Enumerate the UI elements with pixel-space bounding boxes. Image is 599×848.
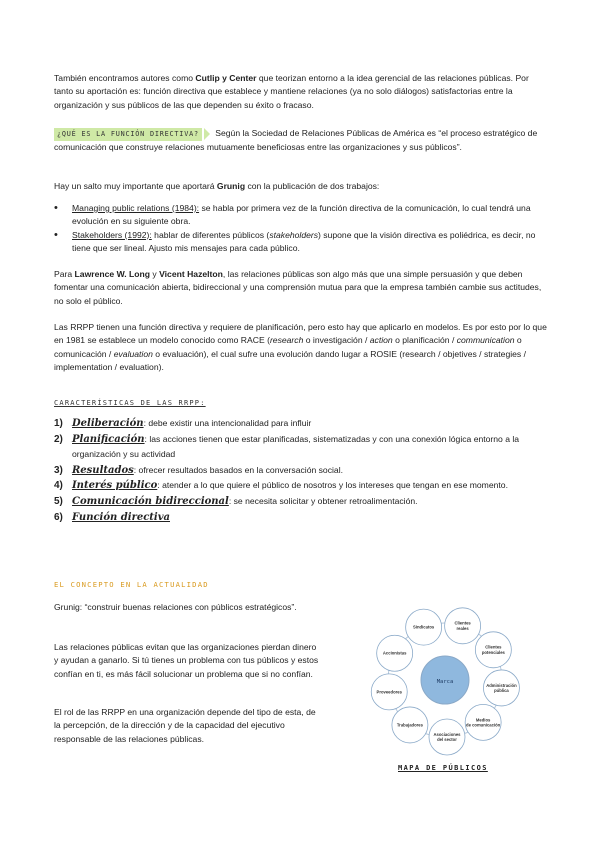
- text-run: hablar de diferentes públicos (: [151, 229, 270, 240]
- text-run: Las RRPP tienen una función directiva y requiere de planificación, pero esto hay que aplicarlo en modelos. Es por esto por lo que en 1981 se establece un modelo conocido como RACE (: [54, 322, 547, 346]
- map-node: [392, 707, 428, 743]
- map-node: [429, 719, 465, 755]
- italic-term: action: [369, 335, 393, 346]
- item-term: Función directiva: [72, 511, 170, 523]
- works-list: [54, 202, 548, 255]
- list-item: [54, 463, 548, 479]
- text-run: o investigación /: [303, 335, 370, 346]
- text-run: ) supone que la visión directiva es poliédrica, es decir, no tiene que ser lineal. Ajusto mis mensajes para cada público.: [72, 229, 536, 253]
- map-node-label: Accionistas: [382, 650, 407, 656]
- bold-author: Vicent Hazelton: [159, 269, 223, 279]
- map-node-label: Medios de comunicación: [466, 717, 501, 728]
- bold-authors: Cutlip y Center: [195, 73, 257, 83]
- item-text: : debe existir una intencionalidad para influir: [143, 418, 312, 428]
- italic-term: evaluation: [113, 348, 153, 359]
- paragraph-grunig: [54, 180, 548, 193]
- map-center-label: Marca: [436, 679, 454, 685]
- paragraph-grunig-quote: Grunig: “construir buenas relaciones con públicos estratégicos”.: [54, 602, 297, 612]
- bold-grunig: Grunig: [216, 181, 246, 191]
- highlight-arrow-icon: [204, 128, 210, 140]
- list-item: [54, 478, 548, 494]
- map-node: [465, 704, 501, 740]
- text-run: , las relaciones públicas son algo más que una simple persuasión y que deben fomentar una comunicación abierta, bidireccional y una comprensión mutua para que la empresa también cambie sus actitudes, no solo el público.: [54, 269, 542, 306]
- text-run: se habla por primera vez de la función directiva de la comunicación, lo cual tendrá una evolución en su siguiente obra.: [72, 203, 531, 227]
- item-text: : atender a lo que quiere el público de nosotros y los intereses que tengan en ese momento.: [157, 480, 508, 491]
- list-item: [54, 416, 548, 432]
- item-number: 1): [54, 418, 63, 429]
- item-number: 3): [54, 464, 63, 476]
- map-node-label: Clientes potenciales: [481, 644, 505, 655]
- item-term: Deliberación: [72, 418, 144, 429]
- italic-term: research: [269, 335, 304, 346]
- text-run: o planificación /: [392, 335, 457, 346]
- text-run: Según la Sociedad de Relaciones Públicas de América es “el proceso estratégico de comunicación que construye relaciones mutuamente beneficiosas entre las organizaciones y sus públicos”.: [54, 128, 538, 153]
- italic-term: communication: [456, 335, 515, 346]
- paragraph-directive-function: [54, 127, 548, 155]
- map-node-label: Clientes reales: [454, 620, 471, 631]
- work-title: Stakeholders (1992):: [72, 229, 152, 240]
- italic-term: stakeholders: [269, 229, 319, 240]
- map-node: [371, 674, 407, 710]
- map-node-label: Administración pública: [486, 682, 517, 694]
- item-number: 4): [54, 480, 63, 492]
- map-node-label: Proveedores: [376, 689, 402, 695]
- paragraph-role: El rol de las RRPP en una organización depende del tipo de esta, de la percepción, de la dirección y de la capacidad del ejecutivo responsable de las relaciones públicas.: [54, 707, 316, 744]
- text-run: Para: [54, 269, 75, 279]
- map-node: [406, 609, 442, 645]
- item-term: Comunicación bidireccional: [72, 495, 229, 507]
- text-run: que teorizan entorno a la idea gerencial de las relaciones públicas. Por tanto su aportación es: función directiva que establece y mantiene relaciones (ya no solo diálogos) satisfactorias entre la organización y sus públicos de las que dependen su éxito o fracaso.: [54, 73, 529, 110]
- list-item: [54, 494, 548, 510]
- text-run: y: [150, 269, 160, 279]
- list-item: [54, 202, 548, 229]
- item-text: : se necesita solicitar y obtener retroalimentación.: [228, 495, 418, 506]
- item-text: : ofrecer resultados basados en la conversación social.: [133, 464, 343, 475]
- paragraph-race-rosie: [54, 321, 548, 374]
- characteristics-list: [54, 416, 548, 525]
- map-caption: MAPA DE PÚBLICOS: [398, 764, 488, 772]
- list-item: [54, 510, 548, 526]
- map-node-label: Trabajadores: [396, 722, 423, 728]
- map-node-label: Sindicatos: [413, 624, 435, 630]
- text-run: con la publicación de dos trabajos:: [245, 181, 380, 191]
- map-node: [445, 608, 481, 644]
- text-run: o comunicación /: [54, 335, 522, 359]
- paragraph-losses: Las relaciones públicas evitan que las organizaciones pierdan dinero y ayudan a ganarlo. Si tú tienes un problema con tus públicos y estos confían en ti, es más fácil solucionar un problema que si no confían.: [54, 642, 319, 679]
- characteristics-title: CARACTERÍSTICAS DE LAS RRPP:: [54, 399, 206, 407]
- item-term: Interés público: [72, 480, 158, 492]
- work-title: Managing public relations (1984):: [72, 203, 200, 213]
- item-number: 6): [54, 511, 63, 523]
- public-map-diagram: [360, 600, 530, 765]
- text-run: o evaluación), el cual sufre una evolución dando lugar a ROSIE (research / objetives / strategies / implementation / evaluation).: [54, 348, 526, 372]
- text-run: También encontramos autores como: [54, 73, 196, 83]
- list-item: [54, 432, 548, 463]
- map-node: [377, 635, 413, 671]
- bold-author: Lawrence W. Long: [74, 269, 150, 279]
- item-term: Resultados: [72, 464, 134, 476]
- section-title-concept: EL CONCEPTO EN LA ACTUALIDAD: [54, 580, 209, 589]
- highlighted-question-label: ¿QUÉ ES LA FUNCIÓN DIRECTIVA?: [54, 128, 202, 141]
- item-term: Planificación: [72, 433, 145, 445]
- map-node: [475, 632, 511, 668]
- paragraph-long-hazelton: [54, 268, 548, 308]
- item-number: 5): [54, 495, 63, 507]
- item-text: : las acciones tienen que estar planificadas, sistematizadas y con una conexión lógica entorno a la organización y su actividad: [72, 433, 520, 460]
- paragraph-cutlip-center: [54, 72, 548, 112]
- item-number: 2): [54, 433, 63, 445]
- text-run: Hay un salto muy importante que aportará: [54, 181, 217, 191]
- map-node: [483, 670, 519, 706]
- map-node-label: Asociaciones del sector: [433, 731, 461, 743]
- list-item: [54, 229, 548, 256]
